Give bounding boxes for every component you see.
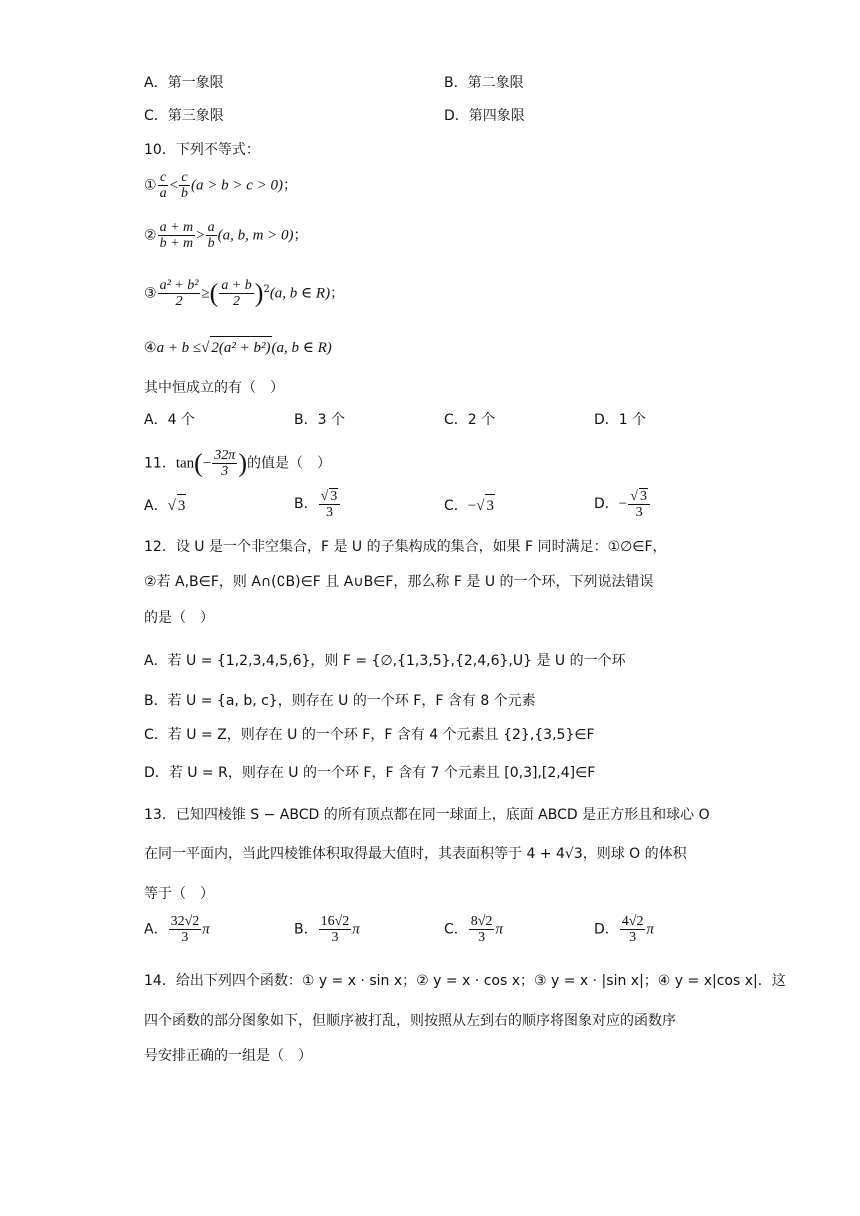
fraction [169,914,202,945]
numerator: 32√2 [170,914,200,929]
fraction [319,488,341,520]
q10-inequality-2 [144,220,308,251]
fraction [158,278,201,309]
q12-option-a: A．若 U = {1,2,3,4,5,6}，则 F = {∅,{1,3,5},{2,4,6},U} 是 U 的一个环 [144,653,626,669]
pi-symbol: π [202,921,210,938]
numerator: 4√2 [621,914,644,929]
denominator: 3 [221,464,229,479]
tan-function: tan [175,455,195,472]
q10-inequality-3: ③ $\frac{\text{a² + b²}}{2}$ ≥( $\frac{a + b}{2}$ )$^2$(a, b ∈ R)； [144,278,345,309]
radicand: 3 [485,494,495,517]
condition: (a, b ∈ R) [271,340,332,356]
numerator: a + b [221,278,252,293]
item-mark: ③ [144,285,157,302]
item-mark: ② [144,227,157,244]
option-label: B． [294,496,318,512]
radicand: 3 [639,489,647,504]
denominator: b [181,186,189,201]
condition: (a, b ∈ R) [269,285,331,302]
option-label: A． [144,921,168,938]
q10-option-c: C．2 个 [444,412,496,428]
fraction [158,220,196,251]
punctuation: ； [283,177,298,194]
denominator: 3 [629,930,637,945]
q11-option-b [294,488,341,520]
fraction [620,914,646,945]
q9-option-b: B．第二象限 [444,75,524,91]
q10-stem: 10．下列不等式： [144,142,260,158]
q11-stem: 11．tan(− $\frac{32\pi}{3}$ )的值是（ ） [144,448,331,479]
fraction [179,170,190,201]
condition: (a, b, m > 0) [217,227,294,244]
option-label: C． [444,498,468,514]
q12-option-c: C．若 U = Z，则存在 U 的一个环 F，F 含有 4 个元素且 {2},{3,5}∈F [144,727,595,743]
q12-stem-line-1: 12．设 U 是一个非空集合，F 是 U 的子集构成的集合，如果 F 同时满足：①∅∈F， [144,539,667,555]
option-label: C． [444,921,468,938]
q13-option-c [444,914,503,945]
exponent: 2 [263,283,270,295]
punctuation: ； [330,285,345,302]
q9-option-a: A．第一象限 [144,75,224,91]
q10-inequality-4: ④a + b ≤√ 2(a² + b²)(a, b ∈ R) [144,336,332,359]
q11-option-d: D．− $\frac{√ 3}{3}$ [594,488,651,520]
q14-stem-line-2: 四个函数的部分图象如下，但顺序被打乱，则按照从左到右的顺序将图象对应的函数序 [144,1013,676,1029]
option-label: D． [594,921,619,938]
numerator: c [181,170,188,185]
q9-option-c: C．第三象限 [144,108,224,124]
fraction [158,170,169,201]
fraction [206,220,217,251]
radicand: 3 [330,489,338,504]
item-mark: ④ [144,340,157,356]
numerator: 16√2 [320,914,350,929]
q13-stem-line-3: 等于（ ） [144,886,214,902]
numerator: 32π [214,448,236,463]
operator: > [196,227,205,244]
denominator: 2 [233,294,241,309]
q13-stem-line-1: 13．已知四棱锥 S − ABCD 的所有顶点都在同一球面上，底面 ABCD 是正方形且和球心 O [144,807,710,823]
radicand: 3 [177,494,187,517]
numerator: √ 3 [319,488,341,505]
denominator: a [159,186,167,201]
fraction [628,488,650,520]
option-label: D． [594,496,619,512]
denominator: 2 [175,294,183,309]
pi-symbol: π [646,921,654,938]
radicand: 2(a² + b²) [210,336,271,359]
fraction [212,448,237,479]
q9-option-d: D．第四象限 [444,108,525,124]
q10-question: 其中恒成立的有（ ） [144,380,284,396]
q10-option-b: B．3 个 [294,412,345,428]
denominator: b [207,236,215,251]
denominator: 3 [635,505,643,520]
denominator: 3 [478,930,486,945]
option-label: B． [294,921,318,938]
q10-option-a: A．4 个 [144,412,195,428]
stem-tail: 的值是（ ） [246,455,331,472]
numerator: c [159,170,167,185]
denominator: 3 [181,930,189,945]
question-number: 11． [144,455,176,472]
numerator: a² + b² [159,278,199,293]
q13-stem-line-2: 在同一平面内，当此四棱锥体积取得最大值时，其表面积等于 4 + 4√3，则球 O 的体积 [144,846,687,862]
fraction [219,278,253,309]
denominator: 3 [331,930,339,945]
q10-inequality-1 [144,170,297,201]
denominator: 3 [325,505,333,520]
lhs: a + b ≤ [156,340,202,356]
fraction [469,914,495,945]
item-mark: ① [144,177,157,194]
q13-option-a [144,914,210,945]
denominator: b + m [159,236,194,251]
operator: < [169,177,179,194]
q12-option-d: D．若 U = R，则存在 U 的一个环 F，F 含有 7 个元素且 [0,3],[2,4]∈F [144,765,596,781]
fraction [319,914,352,945]
q12-option-b: B．若 U = {a, b, c}，则存在 U 的一个环 F，F 含有 8 个元素 [144,693,536,709]
punctuation: ； [293,227,308,244]
q11-option-c: C．−√ 3 [444,494,495,517]
q12-stem-line-3: 的是（ ） [144,610,214,626]
option-label: A． [144,498,168,514]
numerator: √ 3 [628,488,650,505]
pi-symbol: π [495,921,503,938]
numerator: a [207,220,215,235]
numerator: 8√2 [470,914,493,929]
q11-option-a: A．√ 3 [144,494,186,517]
q13-option-b [294,914,360,945]
operator: ≥ [201,285,210,302]
pi-symbol: π [352,921,360,938]
q14-stem-line-1: 14．给出下列四个函数：① y = x · sin x；② y = x · cos x；③ y = x · |sin x|；④ y = x|cos x|．这 [144,973,786,989]
minus-sign: − [202,455,212,472]
condition: (a > b > c > 0) [191,177,284,194]
q13-option-d [594,914,654,945]
q10-option-d: D．1 个 [594,412,647,428]
numerator: a + m [159,220,194,235]
q12-stem-line-2: ②若 A,B∈F，则 A∩(∁B)∈F 且 A∪B∈F，那么称 F 是 U 的一个环，下列说法错误 [144,574,654,590]
q14-stem-line-3: 号安排正确的一组是（ ） [144,1048,312,1064]
